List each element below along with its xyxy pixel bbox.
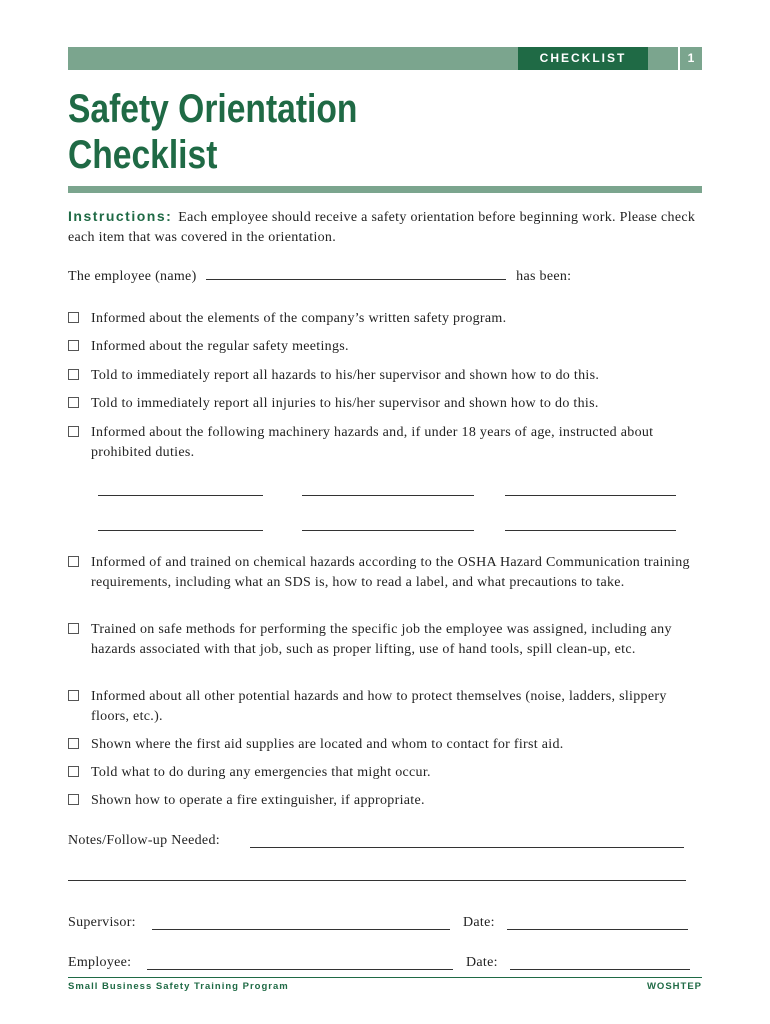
checklist-item-text: Told to immediately report all injuries to his/her supervisor and shown how to do this.: [91, 396, 599, 411]
machinery-hazard-field[interactable]: [98, 495, 263, 496]
instructions-text: Each employee should receive a safety orientation before beginning work. Please check each item that was covered in the orientation.: [68, 210, 696, 245]
machinery-hazard-field[interactable]: [302, 530, 474, 531]
checkbox[interactable]: [68, 312, 79, 323]
notes-field[interactable]: [250, 847, 684, 848]
checklist-item-text: Told to immediately report all hazards to his/her supervisor and shown how to do this.: [91, 368, 600, 383]
checkbox[interactable]: [68, 738, 79, 749]
title-rule: [68, 186, 702, 193]
footer-rule: [68, 977, 702, 978]
checkbox[interactable]: [68, 369, 79, 380]
checklist-item: [68, 735, 693, 755]
checklist-item-text: Told what to do during any emergencies that might occur.: [91, 765, 431, 780]
instructions-heading: Instructions:: [68, 208, 173, 224]
header-label: CHECKLIST: [518, 47, 648, 70]
notes-label: Notes/Follow-up Needed:: [68, 833, 220, 848]
employee-label: Employee:: [68, 955, 132, 970]
checkbox[interactable]: [68, 623, 79, 634]
employee-signature-field[interactable]: [147, 969, 453, 970]
checklist-item: [68, 394, 693, 414]
checklist-item-text: Shown where the first aid supplies are located and whom to contact for first aid.: [91, 737, 564, 752]
checklist-item: [68, 620, 693, 659]
checklist-item-text: Trained on safe methods for performing the specific job the employee was assigned, including any hazards associated with that job, such as proper lifting, use of hand tools, spill clean-up, etc.: [91, 622, 672, 657]
checkbox[interactable]: [68, 340, 79, 351]
machinery-hazard-field[interactable]: [505, 495, 676, 496]
header-bar: [68, 47, 702, 70]
checklist-item: [68, 366, 693, 386]
page-title: [68, 86, 357, 178]
employee-date-field[interactable]: [510, 969, 690, 970]
checklist-item: [68, 791, 693, 811]
checklist-item-text: Informed about the elements of the company’s written safety program.: [91, 311, 507, 326]
checkbox[interactable]: [68, 794, 79, 805]
checklist-item: [68, 337, 693, 357]
checkbox[interactable]: [68, 766, 79, 777]
machinery-hazard-field[interactable]: [505, 530, 676, 531]
supervisor-date-label: Date:: [463, 915, 495, 930]
checkbox[interactable]: [68, 556, 79, 567]
footer-program-name: Small Business Safety Training Program: [68, 981, 289, 992]
checklist-item: [68, 423, 693, 462]
checklist-item: [68, 553, 693, 592]
employee-name-field[interactable]: [206, 265, 506, 280]
title-line-2: Checklist: [68, 133, 218, 177]
checklist-item: [68, 687, 693, 726]
checklist-item-text: Shown how to operate a fire extinguisher, if appropriate.: [91, 793, 425, 808]
checklist-item-text: Informed about the following machinery hazards and, if under 18 years of age, instructed about prohibited duties.: [91, 425, 654, 460]
machinery-hazard-field[interactable]: [302, 495, 474, 496]
checklist-item: [68, 309, 693, 329]
page-number: 1: [678, 47, 702, 70]
checkbox[interactable]: [68, 690, 79, 701]
machinery-hazard-field[interactable]: [98, 530, 263, 531]
instructions: [68, 206, 708, 248]
checklist-item-text: Informed about all other potential hazards and how to protect themselves (noise, ladders, slippery floors, etc.).: [91, 689, 667, 724]
employee-name-line: [68, 265, 571, 287]
supervisor-label: Supervisor:: [68, 915, 136, 930]
title-line-1: Safety Orientation: [68, 87, 358, 131]
supervisor-date-field[interactable]: [507, 929, 688, 930]
checklist-item-text: Informed of and trained on chemical hazards according to the OSHA Hazard Communication training requirements, including what an SDS is, how to read a label, and what precautions to take.: [91, 555, 690, 590]
employee-date-label: Date:: [466, 955, 498, 970]
supervisor-signature-field[interactable]: [152, 929, 450, 930]
checklist-item-text: Informed about the regular safety meetings.: [91, 339, 349, 354]
employee-line-suffix: has been:: [516, 269, 572, 284]
notes-field-line-2[interactable]: [68, 880, 686, 881]
footer-organization: WOSHTEP: [646, 981, 702, 992]
checklist-item: [68, 763, 693, 783]
employee-line-prefix: The employee (name): [68, 269, 197, 284]
checkbox[interactable]: [68, 426, 79, 437]
checkbox[interactable]: [68, 397, 79, 408]
